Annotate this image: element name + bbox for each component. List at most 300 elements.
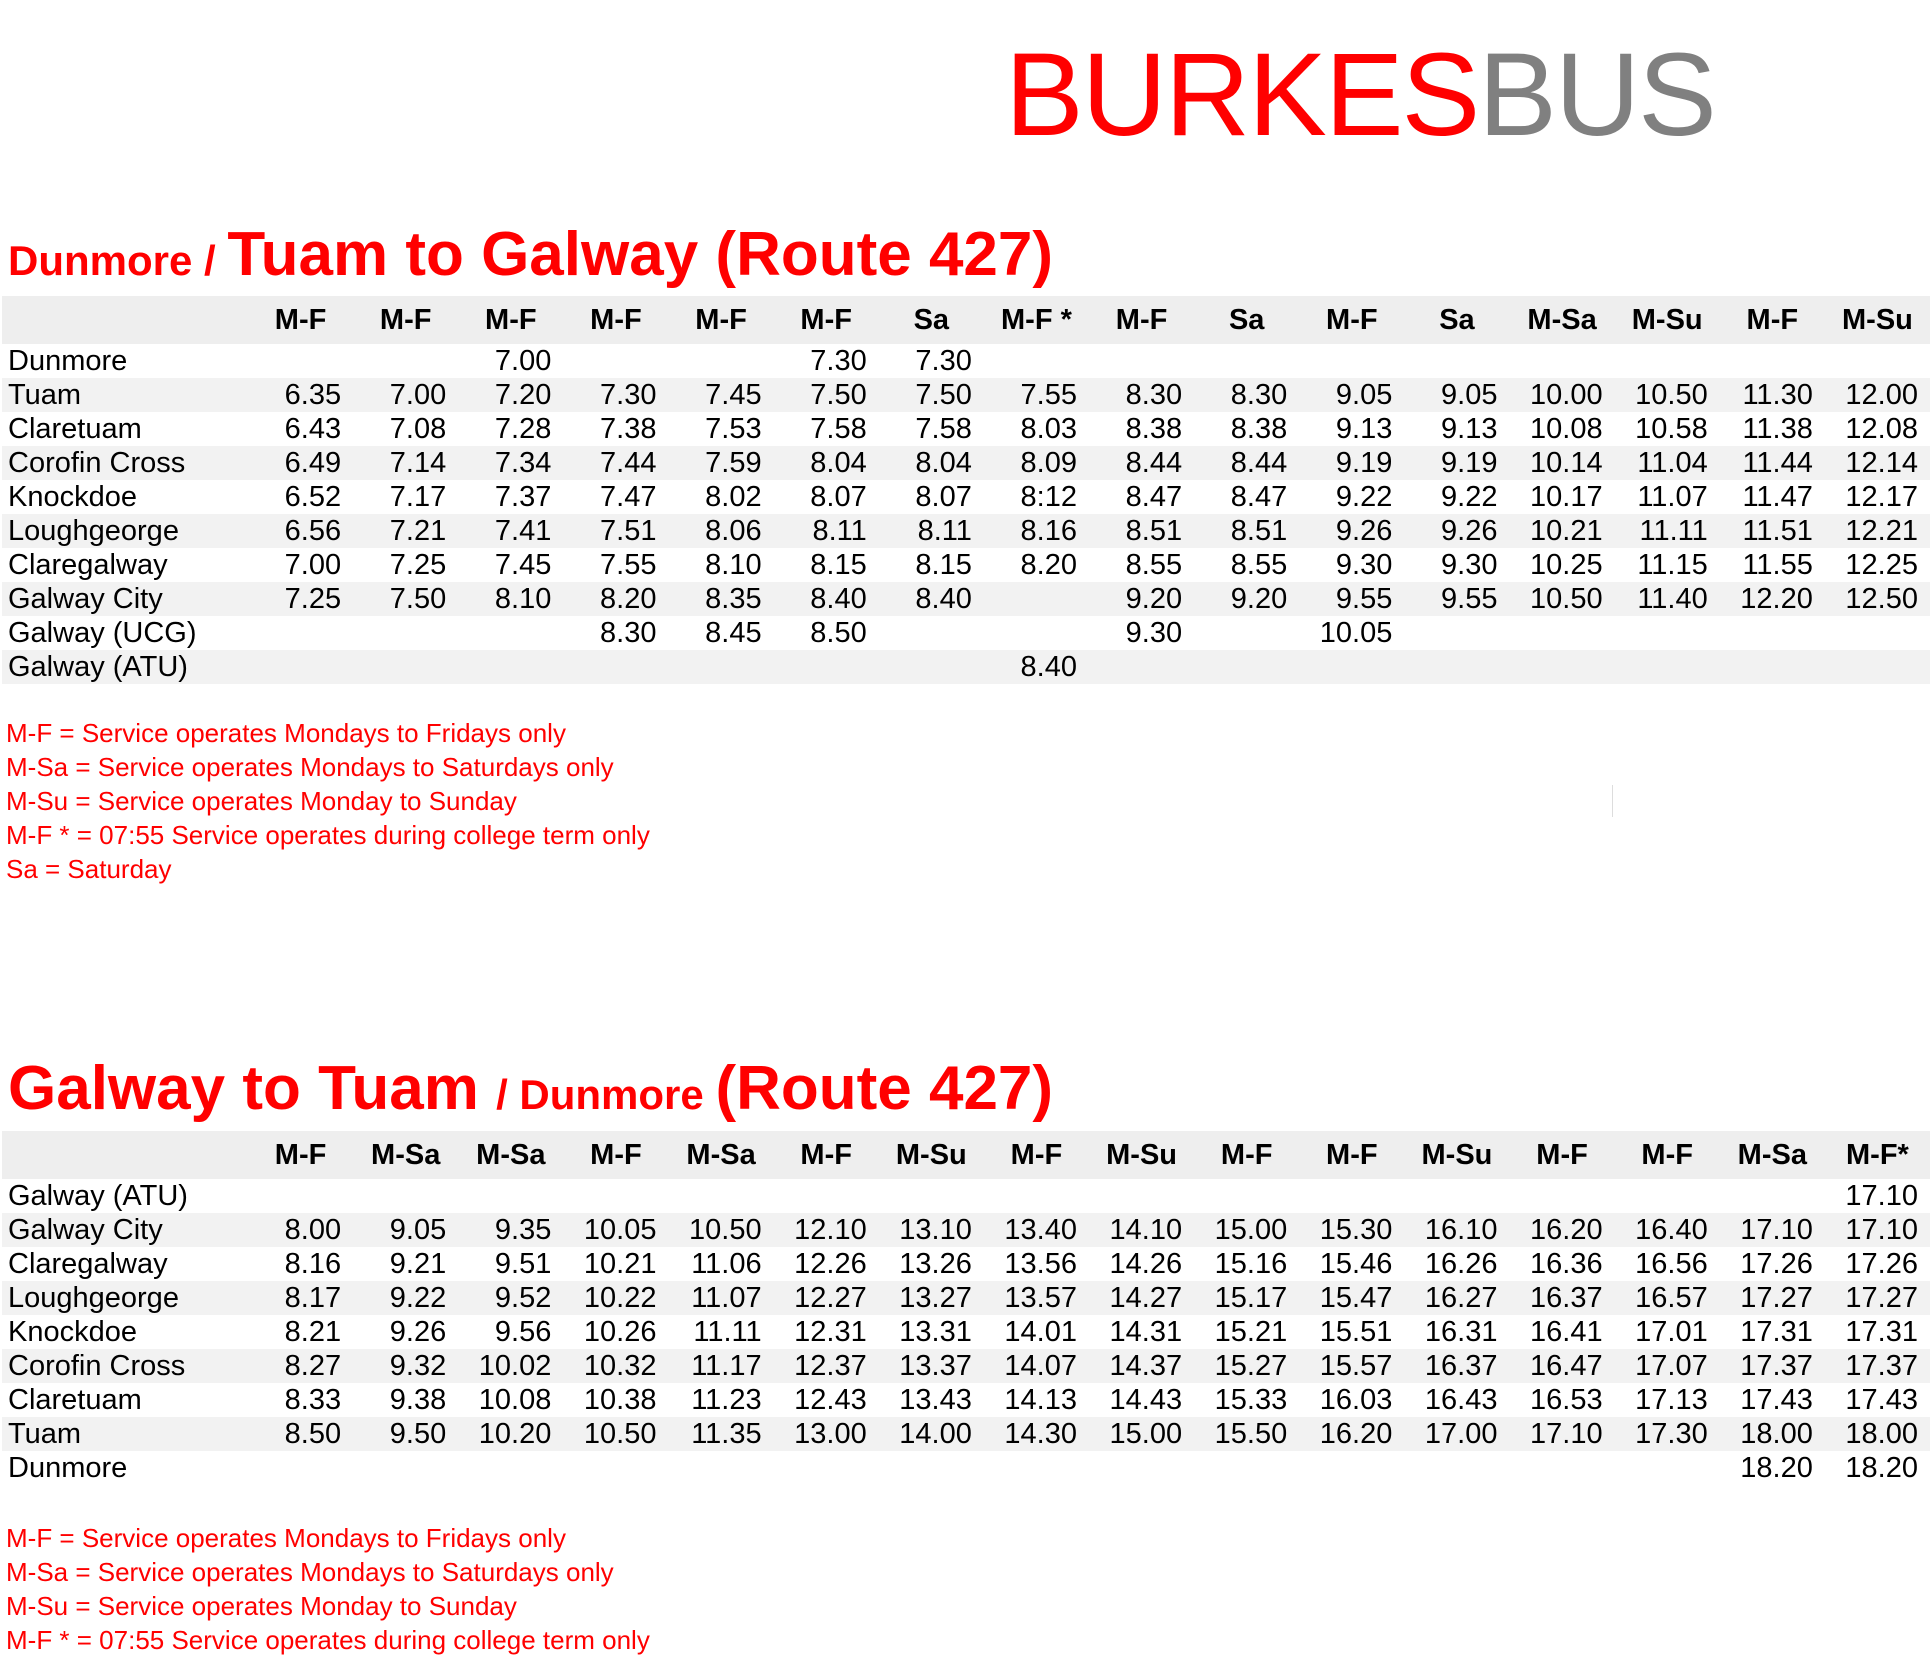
departure-time (1089, 650, 1194, 684)
departure-time: 8.27 (284, 1350, 342, 1382)
departure-time: 15.00 (1109, 1418, 1183, 1450)
departure-time: 17.07 (1635, 1350, 1708, 1382)
departure-time (1404, 1451, 1509, 1485)
departure-time: 11.44 (1742, 447, 1813, 479)
section1-legend (6, 716, 650, 886)
departure-time: 7.30 (810, 345, 867, 377)
departure-time: 14.07 (1004, 1350, 1077, 1382)
departure-time (248, 1451, 353, 1485)
timetable-row (2, 1451, 1930, 1485)
departure-time: 9.26 (389, 1316, 447, 1348)
departure-time: 10.50 (1635, 379, 1708, 411)
departure-time: 7.55 (1020, 379, 1077, 411)
departure-time: 8.30 (1125, 379, 1183, 411)
departure-time (1299, 650, 1404, 684)
departure-time: 17.37 (1740, 1350, 1813, 1382)
departure-time: 7.21 (389, 515, 447, 547)
departure-time: 16.20 (1530, 1214, 1603, 1246)
departure-time: 7.41 (494, 515, 552, 547)
section2-title-big2: (Route 427) (715, 1054, 1054, 1123)
departure-time: 6.56 (284, 515, 342, 547)
departure-time: 7.25 (284, 583, 342, 615)
departure-time (1510, 1451, 1615, 1485)
timetable-row (2, 1315, 1930, 1349)
legend-note: M-Su = Service operates Monday to Sunday (6, 786, 517, 816)
departure-time: 9.30 (1441, 549, 1498, 581)
departure-time (984, 1179, 1089, 1213)
legend-note: M-F = Service operates Mondays to Fridays only (6, 1523, 566, 1553)
header-service-day: Sa (1228, 303, 1265, 336)
departure-time: 13.57 (1004, 1282, 1077, 1314)
departure-time: 13.56 (1004, 1248, 1077, 1280)
departure-time: 12.25 (1845, 549, 1918, 581)
departure-time: 9.19 (1441, 447, 1498, 479)
departure-time: 9.56 (494, 1316, 552, 1348)
departure-time: 16.53 (1530, 1384, 1603, 1416)
departure-time (984, 1451, 1089, 1485)
header-service-day: Sa (913, 303, 950, 336)
departure-time: 9.35 (494, 1214, 552, 1246)
departure-time (984, 582, 1089, 616)
departure-time (563, 1179, 668, 1213)
departure-time: 11.11 (1639, 515, 1708, 547)
section1-title (8, 220, 1054, 289)
section2-title-small: / Dunmore (496, 1071, 716, 1118)
divider-line (1612, 785, 1613, 817)
departure-time: 7.00 (389, 379, 447, 411)
departure-time (1299, 344, 1404, 378)
departure-time (1720, 650, 1825, 684)
departure-time: 7.00 (494, 345, 552, 377)
departure-time: 11.04 (1637, 447, 1708, 479)
stop-name: Knockdoe (8, 481, 137, 513)
section2-title-big1: Galway to Tuam (8, 1054, 497, 1123)
stop-name: Corofin Cross (8, 1350, 186, 1382)
timetable-row (2, 1417, 1930, 1451)
departure-time (1615, 650, 1720, 684)
departure-time: 7.14 (389, 447, 447, 479)
departure-time: 8.38 (1230, 413, 1288, 445)
departure-time: 7.34 (494, 447, 552, 479)
header-service-day: M-F (1641, 1138, 1693, 1171)
stop-name: Claregalway (8, 549, 168, 581)
departure-time: 10.08 (1530, 413, 1603, 445)
departure-time: 12.10 (794, 1214, 867, 1246)
departure-time (563, 344, 668, 378)
departure-time: 15.33 (1214, 1384, 1288, 1416)
stop-name: Claretuam (8, 413, 142, 445)
header-stop-column (2, 1131, 248, 1179)
departure-time: 14.30 (1004, 1418, 1077, 1450)
departure-time: 8.10 (494, 583, 552, 615)
stop-name: Galway (ATU) (8, 1180, 188, 1212)
stop-name: Corofin Cross (8, 447, 186, 479)
departure-time: 6.43 (284, 413, 342, 445)
departure-time: 11.06 (691, 1248, 762, 1280)
departure-time: 16.57 (1635, 1282, 1708, 1314)
departure-time: 8.30 (600, 617, 657, 649)
departure-time (353, 1451, 458, 1485)
departure-time (248, 1179, 353, 1213)
departure-time (984, 616, 1089, 650)
departure-time: 7.58 (810, 413, 867, 445)
timetable-row (2, 514, 1930, 548)
timetable-row (2, 616, 1930, 650)
departure-time: 7.53 (705, 413, 762, 445)
departure-time: 10.08 (478, 1384, 552, 1416)
departure-time: 10.21 (583, 1248, 657, 1280)
departure-time (669, 1451, 774, 1485)
departure-time: 9.26 (1441, 515, 1498, 547)
departure-time: 8.47 (1125, 481, 1183, 513)
departure-time: 11.51 (1742, 515, 1813, 547)
header-service-day: M-F (1326, 1138, 1378, 1171)
departure-time: 9.05 (389, 1214, 447, 1246)
departure-time: 6.52 (284, 481, 342, 513)
logo-part-burkes: BURKES (1005, 29, 1479, 161)
departure-time: 8.35 (705, 583, 762, 615)
burkesbus-logo (1005, 29, 1715, 161)
departure-time: 8.00 (284, 1214, 342, 1246)
departure-time (1089, 344, 1194, 378)
departure-time: 8.44 (1125, 447, 1183, 479)
departure-time (248, 616, 353, 650)
departure-time: 8.33 (284, 1384, 342, 1416)
departure-time: 17.37 (1845, 1350, 1918, 1382)
departure-time: 15.46 (1319, 1248, 1393, 1280)
header-service-day: M-Sa (1737, 1138, 1807, 1171)
departure-time: 17.43 (1740, 1384, 1813, 1416)
departure-time (774, 1179, 879, 1213)
departure-time (1825, 616, 1930, 650)
timetable-row (2, 582, 1930, 616)
departure-time (1194, 344, 1299, 378)
departure-time: 9.13 (1335, 413, 1393, 445)
departure-time (563, 650, 668, 684)
departure-time: 8.16 (284, 1248, 342, 1280)
legend-note: M-F * = 07:55 Service operates during college term only (6, 820, 650, 850)
header-service-day: M-F (590, 303, 642, 336)
departure-time: 18.00 (1740, 1418, 1813, 1450)
departure-time: 17.26 (1845, 1248, 1918, 1280)
departure-time: 9.52 (494, 1282, 552, 1314)
departure-time (1299, 1451, 1404, 1485)
departure-time: 14.00 (899, 1418, 972, 1450)
departure-time: 16.26 (1424, 1248, 1498, 1280)
departure-time: 8.11 (917, 515, 972, 547)
departure-time (669, 650, 774, 684)
departure-time: 7.08 (389, 413, 447, 445)
departure-time: 16.37 (1424, 1350, 1498, 1382)
departure-time: 15.27 (1214, 1350, 1288, 1382)
stop-name: Claretuam (8, 1384, 142, 1416)
timetable-galway-to-tuam (2, 1131, 1930, 1485)
timetable-row (2, 378, 1930, 412)
departure-time: 7.47 (600, 481, 657, 513)
departure-time: 14.43 (1109, 1384, 1183, 1416)
departure-time: 10.17 (1530, 481, 1603, 513)
timetable-row (2, 344, 1930, 378)
departure-time: 13.27 (899, 1282, 972, 1314)
departure-time: 9.38 (389, 1384, 447, 1416)
departure-time: 17.10 (1740, 1214, 1813, 1246)
departure-time: 8.55 (1125, 549, 1183, 581)
departure-time: 18.20 (1740, 1452, 1813, 1484)
departure-time: 8.47 (1230, 481, 1288, 513)
departure-time: 8.50 (284, 1418, 342, 1450)
departure-time: 12.31 (794, 1316, 867, 1348)
stop-name: Galway City (8, 583, 163, 615)
departure-time (1299, 1179, 1404, 1213)
section2-title (8, 1054, 1054, 1123)
departure-time: 8.45 (705, 617, 762, 649)
departure-time (1615, 1451, 1720, 1485)
departure-time (879, 616, 984, 650)
departure-time: 8.11 (812, 515, 867, 547)
departure-time: 17.31 (1845, 1316, 1918, 1348)
departure-time (774, 1451, 879, 1485)
departure-time: 11.47 (1742, 481, 1813, 513)
departure-time: 7.55 (600, 549, 657, 581)
departure-time: 8.09 (1020, 447, 1077, 479)
departure-time (879, 1179, 984, 1213)
departure-time: 7.59 (705, 447, 762, 479)
departure-time: 15.47 (1319, 1282, 1393, 1314)
header-service-day: M-F * (1001, 303, 1072, 336)
departure-time: 16.47 (1530, 1350, 1603, 1382)
departure-time: 10.22 (583, 1282, 657, 1314)
departure-time (1404, 1179, 1509, 1213)
departure-time: 16.31 (1424, 1316, 1498, 1348)
header-service-day: M-F (1326, 303, 1378, 336)
departure-time: 8.21 (284, 1316, 342, 1348)
departure-time: 13.40 (1004, 1214, 1077, 1246)
departure-time: 12.50 (1845, 583, 1918, 615)
departure-time: 18.20 (1845, 1452, 1918, 1484)
departure-time: 16.03 (1319, 1384, 1393, 1416)
departure-time: 14.37 (1109, 1350, 1183, 1382)
departure-time: 13.31 (899, 1316, 972, 1348)
departure-time: 14.13 (1004, 1384, 1077, 1416)
departure-time: 10.58 (1635, 413, 1708, 445)
departure-time: 10.02 (478, 1350, 552, 1382)
departure-time (1194, 1451, 1299, 1485)
header-service-day: M-F (1115, 303, 1168, 336)
departure-time: 18.00 (1845, 1418, 1918, 1450)
departure-time: 12.17 (1845, 481, 1918, 513)
logo-part-bus: BUS (1478, 29, 1715, 161)
departure-time: 8.40 (1020, 651, 1077, 683)
departure-time: 13.10 (899, 1214, 972, 1246)
departure-time (1510, 616, 1615, 650)
departure-time (984, 344, 1089, 378)
departure-time: 8.10 (705, 549, 762, 581)
departure-time: 8.07 (915, 481, 972, 513)
legend-note: Sa = Saturday (6, 854, 172, 884)
departure-time (563, 1451, 668, 1485)
departure-time: 8.51 (1125, 515, 1183, 547)
departure-time: 10.26 (583, 1316, 657, 1348)
header-service-day: M-Su (1106, 1138, 1177, 1171)
departure-time: 7.20 (494, 379, 552, 411)
departure-time: 9.55 (1335, 583, 1393, 615)
header-service-day: M-F (274, 303, 327, 336)
departure-time: 9.22 (1441, 481, 1498, 513)
departure-time: 7.38 (600, 413, 657, 445)
departure-time: 17.00 (1424, 1418, 1498, 1450)
departure-time: 9.51 (494, 1248, 552, 1280)
departure-time: 7.28 (494, 413, 552, 445)
section1-title-small: Dunmore / (8, 237, 228, 284)
departure-time: 8.51 (1230, 515, 1288, 547)
departure-time (1720, 1179, 1825, 1213)
timetable-row (2, 480, 1930, 514)
departure-time: 16.36 (1530, 1248, 1603, 1280)
departure-time: 9.21 (389, 1248, 447, 1280)
departure-time: 9.26 (1335, 515, 1393, 547)
header-service-day: M-Su (1842, 303, 1913, 336)
departure-time: 8.02 (705, 481, 762, 513)
timetable-row (2, 1281, 1930, 1315)
stop-name: Galway City (8, 1214, 163, 1246)
legend-note: M-F * = 07:55 Service operates during college term only (6, 1625, 650, 1655)
departure-time (458, 650, 563, 684)
departure-time: 7.37 (494, 481, 552, 513)
departure-time (1720, 344, 1825, 378)
timetable-row (2, 1213, 1930, 1247)
departure-time: 8.20 (600, 583, 657, 615)
stop-name: Dunmore (8, 345, 128, 377)
header-service-day: M-F (1010, 1138, 1063, 1171)
header-service-day: M-Sa (371, 1138, 441, 1171)
departure-time (1720, 616, 1825, 650)
departure-time: 7.51 (600, 515, 657, 547)
departure-time: 16.27 (1424, 1282, 1498, 1314)
departure-time: 14.26 (1109, 1248, 1183, 1280)
departure-time: 7.25 (389, 549, 447, 581)
departure-time: 10.00 (1530, 379, 1603, 411)
legend-note: M-Su = Service operates Monday to Sunday (6, 1591, 517, 1621)
departure-time: 8.38 (1125, 413, 1183, 445)
departure-time: 12.14 (1845, 447, 1918, 479)
departure-time (248, 650, 353, 684)
departure-time (1510, 1179, 1615, 1213)
departure-time: 15.51 (1319, 1316, 1393, 1348)
header-service-day: M-F (800, 303, 852, 336)
departure-time: 7.45 (494, 549, 552, 581)
departure-time: 15.00 (1214, 1214, 1288, 1246)
departure-time (1089, 1451, 1194, 1485)
departure-time: 9.20 (1125, 583, 1183, 615)
departure-time: 8.16 (1020, 515, 1077, 547)
departure-time: 10.05 (1319, 617, 1393, 649)
departure-time: 10.14 (1530, 447, 1603, 479)
departure-time: 8.06 (705, 515, 762, 547)
departure-time: 7.30 (600, 379, 657, 411)
departure-time: 7.50 (810, 379, 867, 411)
timetable-row (2, 1349, 1930, 1383)
departure-time (1615, 616, 1720, 650)
stop-name: Loughgeorge (8, 1282, 179, 1314)
departure-time: 8.40 (915, 583, 972, 615)
departure-time: 8.30 (1230, 379, 1288, 411)
departure-time (353, 1179, 458, 1213)
departure-time: 8.50 (810, 617, 867, 649)
departure-time: 8.40 (810, 583, 867, 615)
departure-time: 10.50 (583, 1418, 657, 1450)
departure-time: 9.30 (1125, 617, 1183, 649)
departure-time: 11.23 (691, 1384, 762, 1416)
departure-time: 10.32 (583, 1350, 657, 1382)
departure-time: 17.10 (1530, 1418, 1603, 1450)
departure-time: 17.43 (1845, 1384, 1918, 1416)
departure-time: 16.43 (1424, 1384, 1498, 1416)
departure-time: 17.31 (1740, 1316, 1813, 1348)
departure-time (1825, 650, 1930, 684)
departure-time (879, 1451, 984, 1485)
departure-time: 7.58 (915, 413, 972, 445)
departure-time: 15.17 (1214, 1282, 1288, 1314)
departure-time: 17.30 (1635, 1418, 1708, 1450)
timetable-tuam-to-galway (2, 296, 1930, 684)
departure-time: 17.10 (1845, 1214, 1918, 1246)
departure-time: 6.35 (284, 379, 342, 411)
departure-time (1404, 650, 1509, 684)
departure-time: 9.50 (389, 1418, 447, 1450)
departure-time: 12.37 (794, 1350, 867, 1382)
departure-time: 8:12 (1020, 481, 1077, 513)
departure-time: 11.30 (1742, 379, 1813, 411)
header-service-day: M-F (1536, 1138, 1588, 1171)
departure-time: 11.07 (691, 1282, 762, 1314)
departure-time: 7.50 (915, 379, 972, 411)
departure-time: 8.03 (1020, 413, 1077, 445)
departure-time (1404, 616, 1509, 650)
departure-time: 17.10 (1845, 1180, 1918, 1212)
departure-time: 14.10 (1109, 1214, 1183, 1246)
header-row (2, 1131, 1930, 1179)
departure-time: 14.31 (1109, 1316, 1183, 1348)
departure-time: 16.20 (1319, 1418, 1393, 1450)
departure-time (248, 344, 353, 378)
departure-time: 11.15 (1637, 549, 1708, 581)
departure-time: 12.26 (794, 1248, 867, 1280)
departure-time: 8.17 (284, 1282, 342, 1314)
departure-time: 9.13 (1441, 413, 1498, 445)
departure-time (879, 650, 984, 684)
departure-time: 16.37 (1530, 1282, 1603, 1314)
departure-time (1510, 650, 1615, 684)
departure-time: 7.50 (389, 583, 447, 615)
header-service-day: M-F (379, 303, 432, 336)
departure-time (1194, 1179, 1299, 1213)
header-service-day: M-Sa (686, 1138, 756, 1171)
departure-time (458, 1451, 563, 1485)
departure-time: 7.30 (915, 345, 972, 377)
header-service-day: M-Sa (1527, 303, 1597, 336)
header-stop-column (2, 296, 248, 344)
departure-time: 14.27 (1109, 1282, 1183, 1314)
departure-time: 9.22 (389, 1282, 447, 1314)
header-service-day: M-F (1746, 303, 1799, 336)
stop-name: Dunmore (8, 1452, 128, 1484)
header-service-day: M-F (274, 1138, 327, 1171)
departure-time: 11.55 (1742, 549, 1813, 581)
header-service-day: M-F (1220, 1138, 1273, 1171)
section1-title-big: Tuam to Galway (Route 427) (227, 220, 1054, 289)
legend-note: M-F = Service operates Mondays to Fridays only (6, 718, 566, 748)
legend-note: M-Sa = Service operates Mondays to Saturdays only (6, 752, 614, 782)
